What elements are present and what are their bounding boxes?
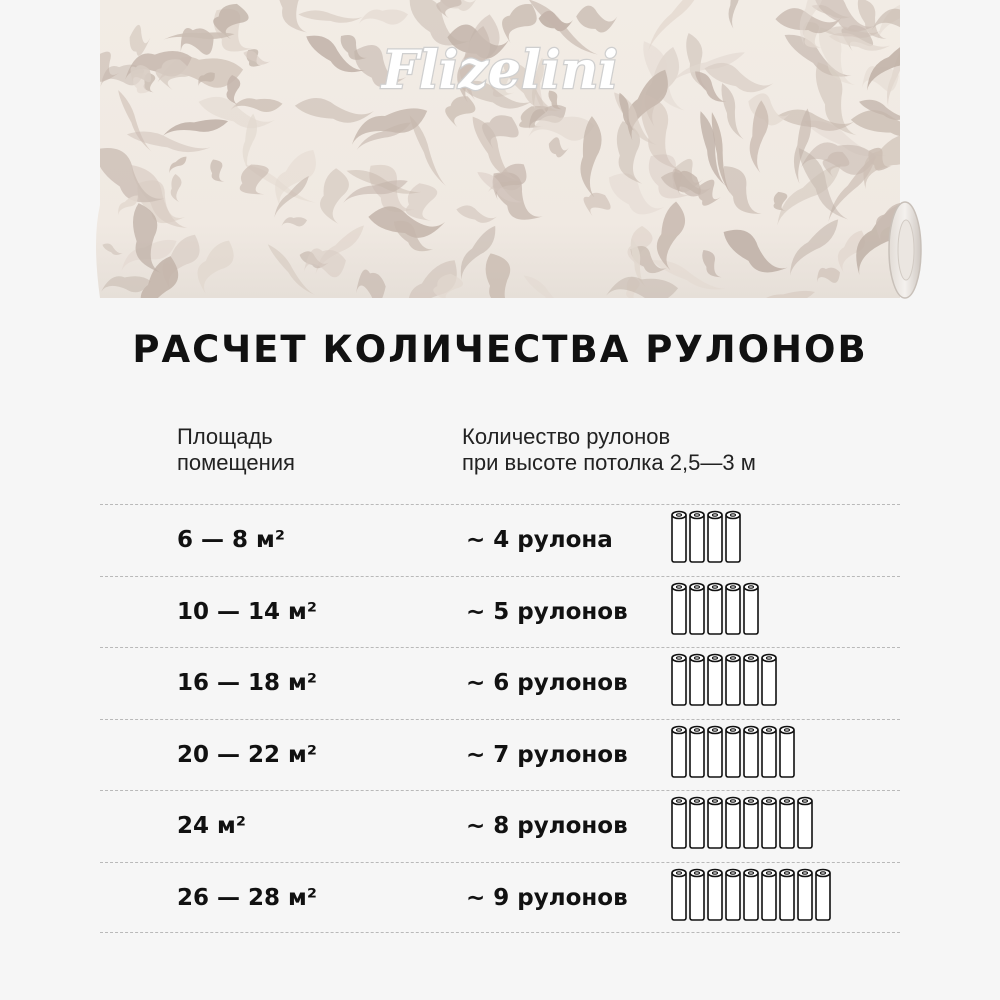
- wallpaper-roll-icon: [708, 583, 722, 634]
- header-rolls-line-2: при высоте потолка 2,5—3 м: [462, 450, 756, 475]
- rolls-cell: ~ 6 рулонов: [466, 670, 628, 696]
- rolls-cell: ~ 5 рулонов: [466, 598, 628, 625]
- rolls-cell: ~ 4 рулона: [466, 527, 613, 553]
- wallpaper-roll-icon: [762, 726, 776, 777]
- wallpaper-roll-icon: [726, 869, 740, 920]
- wallpaper-roll-icon: [708, 798, 722, 849]
- table-row: [100, 862, 900, 934]
- wallpaper-roll-icon: [744, 869, 758, 920]
- wallpaper-banner: [0, 0, 1000, 310]
- wallpaper-roll-icon: [744, 798, 758, 849]
- wallpaper-roll-icon: [798, 798, 812, 849]
- roll-icons: [670, 510, 746, 566]
- wallpaper-roll-icon: [690, 655, 704, 706]
- table-row: [100, 790, 900, 862]
- table-row: [100, 576, 900, 648]
- area-cell: 10 — 14 м²: [177, 598, 317, 625]
- wallpaper-roll-icon: [762, 798, 776, 849]
- wallpaper-roll-icon: [762, 655, 776, 706]
- wallpaper-roll-icon: [726, 655, 740, 706]
- roll-icons: [670, 653, 782, 709]
- wallpaper-roll-icon: [708, 512, 722, 563]
- wallpaper-roll-icon: [672, 583, 686, 634]
- wallpaper-roll-icon: [672, 869, 686, 920]
- header-rolls-line-1: Количество рулонов: [462, 424, 671, 449]
- wallpaper-roll-icon: [672, 798, 686, 849]
- brand-logo: Flizelini: [381, 40, 619, 101]
- wallpaper-roll-icon: [672, 512, 686, 563]
- header-area-line-2: помещения: [177, 450, 295, 475]
- wallpaper-roll-icon: [726, 512, 740, 563]
- wallpaper-roll-icon: [726, 583, 740, 634]
- wallpaper-roll-icon: [672, 726, 686, 777]
- header-area-line-1: Площадь: [177, 424, 273, 449]
- area-cell: 20 — 22 м²: [177, 741, 317, 768]
- wallpaper-roll-icon: [690, 512, 704, 563]
- roll-icons: [670, 582, 764, 638]
- roll-icons: [670, 868, 836, 924]
- wallpaper-roll-icon: [780, 726, 794, 777]
- wallpaper-roll-icon: [690, 869, 704, 920]
- wallpaper-roll-icon: [690, 726, 704, 777]
- area-cell: 6 — 8 м²: [177, 527, 285, 553]
- wallpaper-roll-icon: [690, 583, 704, 634]
- area-cell: 24 м²: [177, 813, 246, 839]
- rolls-cell: ~ 7 рулонов: [466, 741, 628, 768]
- page-title: РАСЧЕТ КОЛИЧЕСТВА РУЛОНОВ: [132, 328, 868, 371]
- rolls-cell: ~ 9 рулонов: [466, 884, 628, 911]
- wallpaper-roll-icon: [744, 583, 758, 634]
- wallpaper-roll-icon: [726, 726, 740, 777]
- wallpaper-roll-icon: [762, 869, 776, 920]
- wallpaper-roll-icon: [708, 655, 722, 706]
- wallpaper-roll-icon: [780, 798, 794, 849]
- area-cell: 26 — 28 м²: [177, 884, 317, 911]
- rolls-table: [100, 504, 900, 933]
- table-row: [100, 504, 900, 576]
- header-area: [177, 424, 295, 476]
- rolls-cell: ~ 8 рулонов: [466, 813, 628, 839]
- wallpaper-roll-icon: [780, 869, 794, 920]
- wallpaper-roll-icon: [816, 869, 830, 920]
- wallpaper-roll-icon: [690, 798, 704, 849]
- wallpaper-roll-icon: [798, 869, 812, 920]
- roll-icons: [670, 796, 818, 852]
- wallpaper-roll-icon: [744, 655, 758, 706]
- table-row: [100, 647, 900, 719]
- area-cell: 16 — 18 м²: [177, 670, 317, 696]
- wallpaper-roll-image: [0, 0, 1000, 310]
- wallpaper-roll-icon: [672, 655, 686, 706]
- wallpaper-roll-icon: [708, 726, 722, 777]
- wallpaper-roll-icon: [726, 798, 740, 849]
- wallpaper-roll-icon: [744, 726, 758, 777]
- table-row: [100, 719, 900, 791]
- header-rolls: [462, 424, 756, 476]
- wallpaper-roll-icon: [708, 869, 722, 920]
- roll-icons: [670, 725, 800, 781]
